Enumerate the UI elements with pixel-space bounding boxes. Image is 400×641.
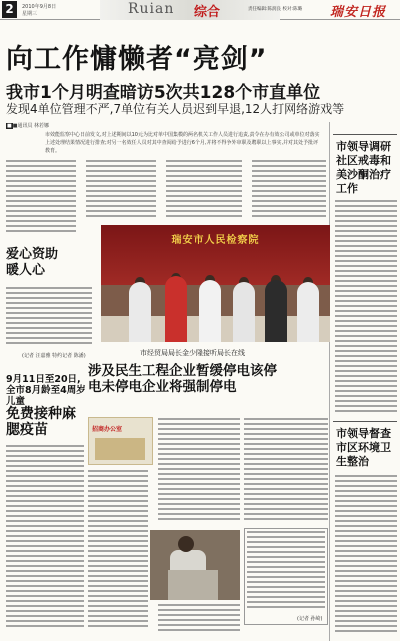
official-photo	[150, 530, 240, 600]
issue-weekday: 星期三	[22, 11, 38, 17]
page-header	[0, 0, 400, 20]
main-deck: 发现4单位管理不严,7单位有关人员迟到早退,12人打网络游戏等	[6, 102, 345, 116]
section-title: 综合	[194, 5, 221, 20]
main-headline[interactable]: 向工作慵懒者“亮剑”	[6, 44, 268, 75]
editor-line: 责任编辑:陈润良 校对:陈璐	[248, 7, 302, 12]
issue-date: 2010年9月8日	[22, 4, 57, 10]
main-body-col-2	[86, 160, 156, 222]
photo-banner: 瑞安市人民检察院	[171, 235, 260, 246]
vaccine-headline[interactable]: 免费接种麻腮疫苗	[6, 406, 76, 438]
right-story1-headline[interactable]: 市领导调研社区戒毒和美沙酮治疗工作	[336, 140, 391, 195]
right-story2-body	[335, 475, 397, 635]
center-body-col-4	[158, 604, 240, 636]
main-byline: ■■通讯员 林若娜	[7, 123, 50, 129]
center-body-col-2	[158, 418, 240, 526]
aixin-body	[6, 287, 92, 349]
aixin-caption: (记者 汪嘉雅 特约记者 陈潘)	[22, 353, 86, 359]
right-story1-body	[335, 200, 397, 415]
vaccine-date-line: 9月11日至20日,全市8月龄至4周岁儿童	[6, 374, 86, 407]
page-number: 2	[2, 1, 17, 18]
vaccine-body	[6, 445, 84, 630]
center-body-col-3	[244, 418, 328, 523]
center-headline[interactable]: 涉及民生工程企业暂缓停电该停电未停电企业将强制停电	[88, 363, 277, 395]
ad-text: 招商办公室	[92, 426, 123, 433]
section-latin: Ruian	[128, 1, 175, 17]
masthead-logo: 瑞安日报	[330, 5, 387, 20]
right-rule-2	[333, 421, 397, 422]
main-lead: 市效能监察中心日前发文,对上述期间以10元为比对单中国集模的两名机关工作人员进行追责,责令在办有效公司或单位对落实上述处理结果情况进行排查;对另一名效任人员对其中查阅给予进行6个月,并将不得争外审职及聘职以上事实,并对其处予批评教育。	[45, 132, 320, 154]
main-subhead: 我市1个月明查暗访5次共128个市直单位	[6, 83, 321, 103]
right-story2-headline[interactable]: 市领导督查市区环境卫生整治	[336, 427, 391, 468]
main-body-col-4	[252, 160, 326, 222]
sidebar-note-box	[244, 528, 328, 625]
main-body-col-3	[166, 160, 242, 222]
column-divider	[329, 122, 330, 641]
donation-photo	[101, 225, 330, 342]
footer-credit: (记者 孙崎)	[297, 616, 323, 622]
aixin-headline[interactable]: 爱心资助暖人心	[6, 247, 59, 278]
main-body-col-1	[6, 160, 76, 235]
center-kicker: 市经贸局局长金少隆接听局长在线	[140, 349, 245, 357]
right-rule-1	[333, 134, 397, 135]
ad-box[interactable]	[88, 417, 153, 465]
center-body-col-1	[88, 470, 148, 630]
